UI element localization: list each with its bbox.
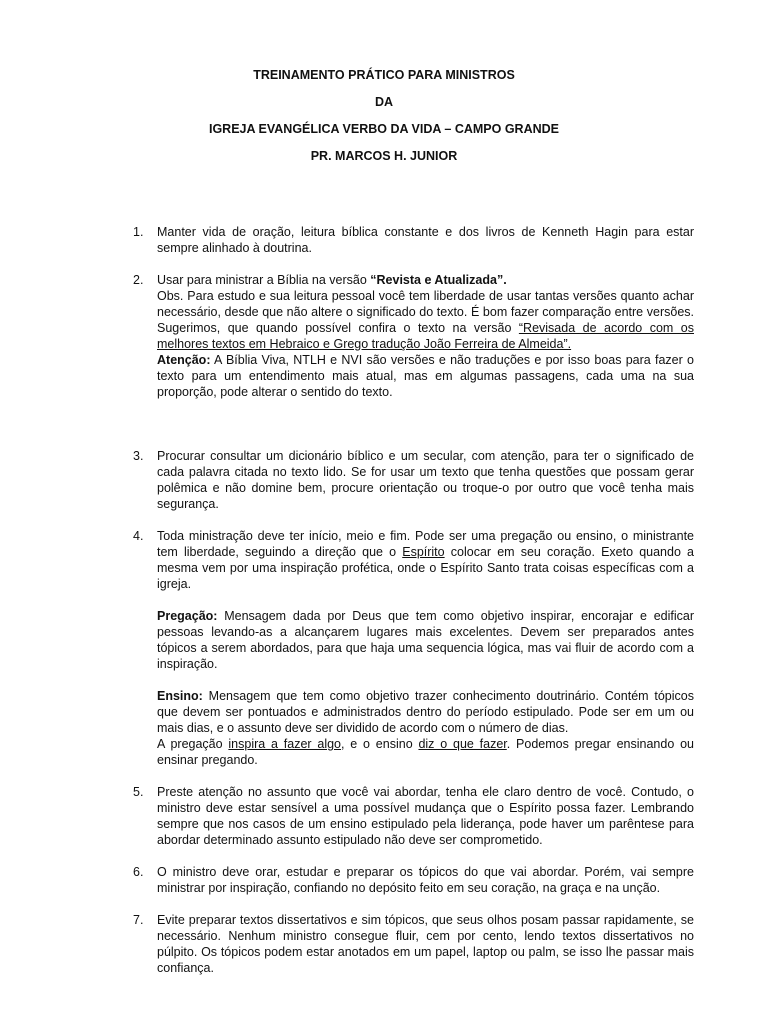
attention-label: Atenção:	[157, 353, 211, 367]
numbered-list	[133, 224, 694, 976]
header-connector: DA	[374, 95, 394, 109]
list-item	[133, 224, 694, 272]
conclusion-paragraph	[157, 736, 694, 768]
item-obs-paragraph	[157, 288, 694, 352]
item-bold-version: “Revista e Atualizada”.	[370, 273, 507, 287]
item-number: 7.	[133, 913, 144, 927]
item-text: Toda ministração deve ter início, meio e fim. Pode ser uma pregação ou ensino, o ministrante tem liberdade, seguindo a direção que o	[157, 529, 694, 559]
item-intro-paragraph	[157, 528, 694, 592]
item-intro-paragraph	[157, 272, 694, 288]
list-item	[133, 912, 694, 976]
item-intro: Usar para ministrar a Bíblia na versão	[157, 273, 371, 287]
item-text: colocar em seu coração. Exeto quando a mesma vem por uma inspiração profética, onde o Espírito Santo trata coisas específicas com a igreja.	[157, 545, 694, 591]
underlined-phrase: diz o que fazer	[418, 737, 507, 751]
item-text: O ministro deve orar, estudar e preparar os tópicos do que vai abordar. Porém, vai sempre ministrar por inspiração, confiando no depósito feito em seu coração, na graça e na unção.	[157, 865, 694, 895]
item-number: 5.	[133, 785, 144, 799]
item-text: Evite preparar textos dissertativos e sim tópicos, que seus olhos posam passar rapidamente, se necessário. Nenhum ministro consegue fluir, cem por cento, lendo textos dissertativos no púlpito. Os tópicos podem estar anotados em um papel, laptop ou palm, se isso lhe passar mais confiança.	[157, 913, 694, 975]
list-item	[133, 448, 694, 528]
list-item	[133, 784, 694, 864]
preaching-text: Mensagem dada por Deus que tem como objetivo inspirar, encorajar e edificar pessoas levando-as a alcançarem lugares mais excelentes. Devem ser preparados antes tópicos a serem abordados, para que haja uma sequencia lógica, mas vai fluir de acordo com a inspiração.	[157, 609, 694, 671]
preaching-paragraph	[157, 608, 694, 672]
item-text: Procurar consultar um dicionário bíblico e um secular, com atenção, para ter o significado de cada palavra citada no texto lido. Se for usar um texto que tenha questões que possam gerar polêmica e não domine bem, procure orientação ou troque-o por outro que você tenha mais segurança.	[157, 449, 694, 511]
underlined-version: “Revisada de acordo com os melhores textos em Hebraico e Grego tradução João Ferreira de Almeida”.	[157, 321, 694, 351]
underlined-phrase: inspira a fazer algo	[228, 737, 342, 751]
item-obs: Obs. Para estudo e sua leitura pessoal você tem liberdade de usar tantas versões quanto achar necessário, desde que não altere o significado do texto. É bom fazer comparação entre versões. Sugerimos, que quando possível confira o texto na versão	[157, 289, 694, 335]
teaching-label: Ensino:	[157, 689, 203, 703]
item-text: Manter vida de oração, leitura bíblica constante e dos livros de Kenneth Hagin para estar sempre alinhado à doutrina.	[157, 225, 694, 255]
item-text: A pregação	[157, 737, 229, 751]
item-text: Preste atenção no assunto que você vai abordar, tenha ele claro dentro de você. Contudo, o ministro deve estar sensível a uma possível mudança que o Espírito possa fazer. Lembrando sempre que nos casos de um ensino estipulado pela liderança, pode haver um parêntese para abordar determinado assunto estipulado não deve ser comprometido.	[157, 785, 694, 847]
item-number: 4.	[133, 529, 144, 543]
list-item	[133, 528, 694, 784]
teaching-text: Mensagem que tem como objetivo trazer conhecimento doutrinário. Contém tópicos que devem ser pontuados e administrados dentro do período estipulado. Pode ser em um ou mais dias, e o assunto deve ser dividido de acordo com o número de dias.	[157, 689, 694, 735]
item-number: 3.	[133, 449, 144, 463]
header-church: IGREJA EVANGÉLICA VERBO DA VIDA – CAMPO GRANDE	[208, 122, 560, 136]
document-header	[0, 67, 768, 175]
item-number: 2.	[133, 273, 144, 287]
underlined-word: Espírito	[402, 545, 445, 559]
list-item	[133, 864, 694, 912]
header-pastor: PR. MARCOS H. JUNIOR	[310, 149, 458, 163]
item-text: , e o ensino	[341, 737, 419, 751]
item-number: 6.	[133, 865, 144, 879]
preaching-label: Pregação:	[157, 609, 218, 623]
teaching-paragraph	[157, 688, 694, 736]
list-item	[133, 272, 694, 448]
header-title: TREINAMENTO PRÁTICO PARA MINISTROS	[253, 68, 515, 82]
attention-text: A Bíblia Viva, NTLH e NVI são versões e não traduções e por isso boas para fazer o texto para um entendimento mais atual, mas em algumas passagens, cada uma na sua proporção, pode alterar o sentido do texto.	[157, 353, 694, 399]
item-number: 1.	[133, 225, 144, 239]
item-text: . Podemos pregar ensinando ou ensinar pregando.	[157, 737, 694, 767]
item-attention-paragraph	[157, 352, 694, 400]
